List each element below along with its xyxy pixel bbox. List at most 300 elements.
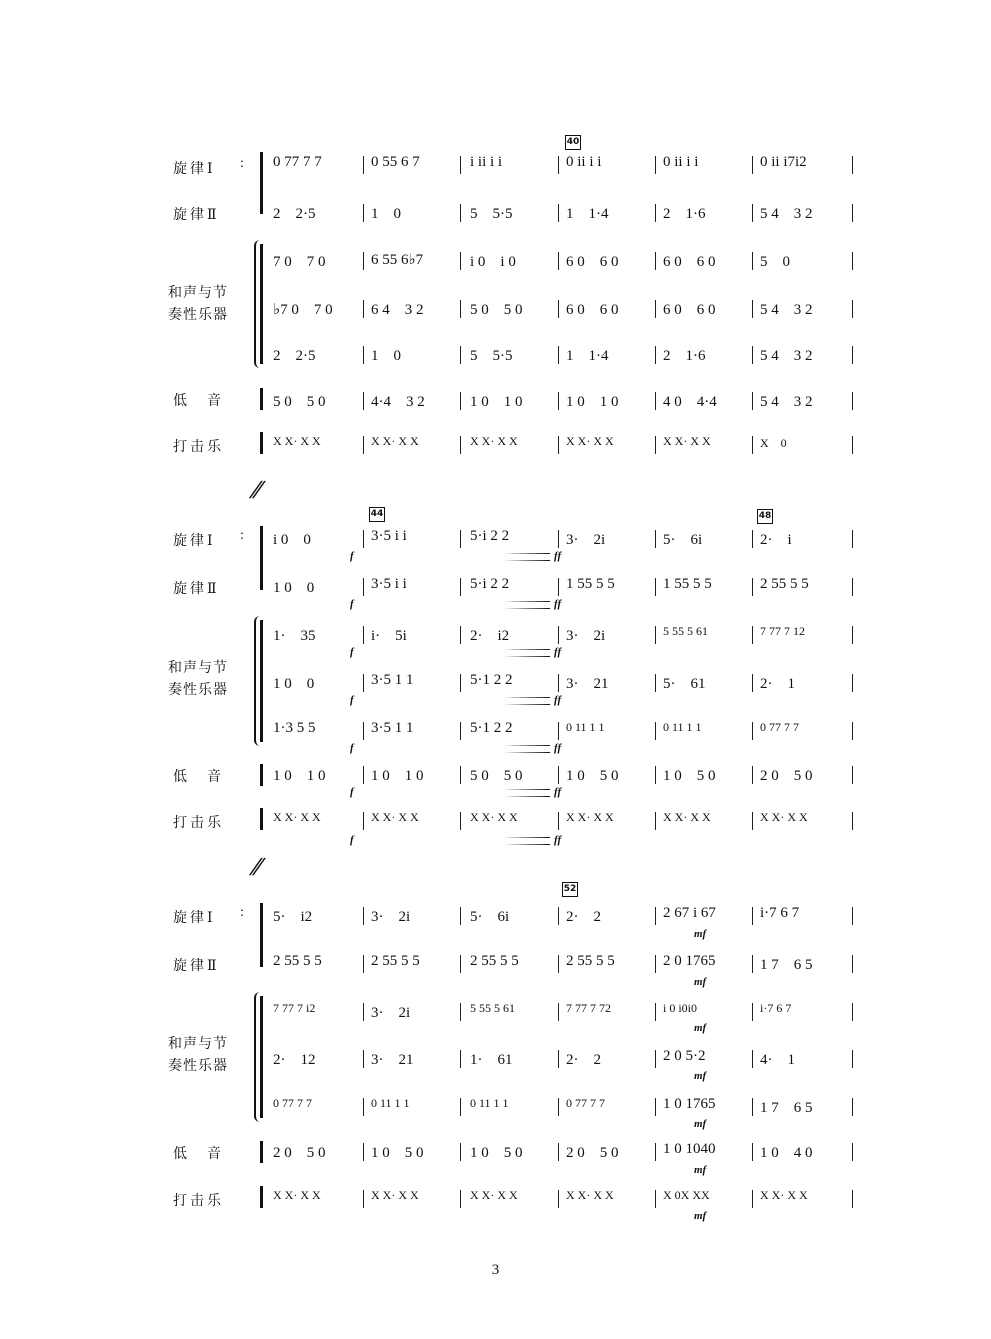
measure: 1·3 5 5	[273, 720, 316, 736]
barline	[558, 722, 559, 740]
measure: 2· 1	[760, 676, 795, 692]
measure: 5·1 2 2	[470, 672, 513, 688]
barline	[655, 1190, 656, 1208]
dynamic-f: f	[350, 550, 354, 562]
measure: X X· X X	[566, 434, 614, 448]
row-melody2	[268, 576, 853, 600]
measure: X X· X X	[470, 434, 518, 448]
row-bass	[268, 764, 853, 788]
measure: 5· i2	[273, 909, 313, 925]
percussion-bracket	[260, 1186, 263, 1208]
barline	[558, 626, 559, 644]
measure: 2 0 5 0	[273, 1145, 326, 1161]
measure: 3· 21	[566, 676, 609, 692]
measure: 1 1·4	[566, 206, 609, 222]
measure: 3· 21	[371, 1052, 414, 1068]
measure: X X· X X	[273, 810, 321, 824]
crescendo-hairpin	[362, 789, 550, 797]
barline	[460, 436, 461, 454]
barline	[460, 156, 461, 174]
measure: 2 55 5 5	[760, 576, 809, 592]
measure: 3· 2i	[371, 1005, 411, 1021]
crescendo-hairpin	[362, 649, 550, 657]
dynamic-ff: ff	[554, 646, 562, 658]
measure: 1 0 1 0	[371, 768, 424, 784]
row-percussion	[268, 434, 853, 458]
measure: 2· 2	[566, 1052, 601, 1068]
barline	[852, 812, 853, 830]
barline	[363, 392, 364, 410]
measure: 3·5 1 1	[371, 720, 414, 736]
dynamic-f: f	[350, 694, 354, 706]
dynamic-mf: mf	[694, 928, 707, 940]
barline	[852, 156, 853, 174]
barline	[752, 156, 753, 174]
barline	[752, 722, 753, 740]
measure: 5· 6i	[470, 909, 510, 925]
label-percussion: 打击乐	[173, 1194, 224, 1209]
barline	[460, 300, 461, 318]
barline	[655, 766, 656, 784]
dynamic-ff: ff	[554, 550, 562, 562]
label-harmony-line2: 奏性乐器	[168, 683, 228, 698]
harmony-brace	[254, 240, 260, 368]
barline	[558, 204, 559, 222]
measure: 7 0 7 0	[273, 254, 326, 270]
barline	[558, 955, 559, 973]
barline	[655, 1143, 656, 1161]
barline	[363, 626, 364, 644]
label-harmony	[168, 283, 228, 327]
measure: 0 ii i7i2	[760, 154, 807, 170]
measure: 6 0 6 0	[663, 254, 716, 270]
measure: 2 55 5 5	[470, 953, 519, 969]
barline	[655, 346, 656, 364]
barline	[460, 252, 461, 270]
measure: 3· 2i	[566, 628, 606, 644]
measure: 2 1·6	[663, 348, 706, 364]
measure: X X· X X	[470, 810, 518, 824]
measure: 1 55 5 5	[566, 576, 615, 592]
rehearsal-mark-44: 44	[369, 507, 385, 522]
percussion-bracket	[260, 432, 263, 454]
measure: 4·4 3 2	[371, 394, 425, 410]
dynamic-ff: ff	[554, 786, 562, 798]
dynamic-mf: mf	[694, 1070, 707, 1082]
barline	[655, 300, 656, 318]
barline	[752, 766, 753, 784]
measure: X 0X XX	[663, 1188, 710, 1202]
barline	[558, 1003, 559, 1021]
measure: 1 0 0	[273, 676, 315, 692]
barline	[752, 1003, 753, 1021]
measure: 2 67 i 67	[663, 905, 716, 921]
row-harmony-2	[268, 298, 853, 322]
barline	[655, 955, 656, 973]
repeat-colon: :	[240, 528, 244, 543]
row-melody2	[268, 953, 853, 977]
measure: 4· 1	[760, 1052, 795, 1068]
measure: 6 0 6 0	[663, 302, 716, 318]
dynamic-mf: mf	[694, 1210, 707, 1222]
crescendo-hairpin	[362, 745, 550, 753]
dynamic-mf: mf	[694, 1022, 707, 1034]
label-melody1: 旋律Ⅰ	[173, 162, 216, 177]
page-number: 3	[491, 1262, 500, 1278]
barline	[460, 578, 461, 596]
barline	[558, 578, 559, 596]
measure: 5 5·5	[470, 348, 513, 364]
measure: 2 0 1765	[663, 953, 716, 969]
barline	[363, 300, 364, 318]
barline	[752, 392, 753, 410]
barline	[852, 252, 853, 270]
measure: 7 77 7 72	[566, 1001, 611, 1015]
barline	[655, 674, 656, 692]
rehearsal-mark-52: 52	[562, 882, 578, 897]
measure: 1 0	[371, 206, 402, 222]
barline	[752, 1190, 753, 1208]
barline	[460, 392, 461, 410]
barline	[558, 1143, 559, 1161]
label-harmony-line1: 和声与节	[168, 661, 228, 676]
barline	[852, 578, 853, 596]
measure: 3·5 1 1	[371, 672, 414, 688]
measure: 1· 35	[273, 628, 316, 644]
barline	[852, 1190, 853, 1208]
measure: i 0 0	[273, 532, 311, 548]
barline	[363, 156, 364, 174]
measure: 1 0	[371, 348, 402, 364]
barline	[752, 204, 753, 222]
row-harmony-1	[268, 1001, 853, 1025]
row-melody1	[268, 528, 853, 552]
label-melody1: 旋律Ⅰ	[173, 534, 216, 549]
system-separator: //	[246, 852, 264, 881]
label-bass: 低 音	[173, 1147, 224, 1162]
barline	[752, 1050, 753, 1068]
measure: 1 0 1765	[663, 1096, 716, 1112]
measure: i·7 6 7	[760, 1001, 792, 1015]
dynamic-ff: ff	[554, 694, 562, 706]
measure: 3·5 i i	[371, 528, 407, 544]
row-percussion	[268, 1188, 853, 1212]
bass-bracket	[260, 388, 263, 410]
barline	[852, 1050, 853, 1068]
barline	[852, 1003, 853, 1021]
barline	[655, 252, 656, 270]
measure: 5·1 2 2	[470, 720, 513, 736]
measure: X 0	[760, 436, 787, 450]
barline	[655, 436, 656, 454]
barline	[558, 1190, 559, 1208]
measure: 0 77 7 7	[760, 720, 799, 734]
dynamic-mf: mf	[694, 976, 707, 988]
barline	[852, 530, 853, 548]
barline	[852, 955, 853, 973]
barline	[852, 346, 853, 364]
barline	[558, 530, 559, 548]
barline	[752, 955, 753, 973]
row-melody1	[268, 154, 853, 178]
barline	[752, 1143, 753, 1161]
measure: 5· 6i	[663, 532, 703, 548]
label-harmony	[168, 658, 228, 702]
barline	[363, 955, 364, 973]
measure: X X· X X	[371, 810, 419, 824]
measure: 1 0 1040	[663, 1141, 716, 1157]
harmony-brace	[254, 992, 260, 1122]
measure: 1 0 1 0	[566, 394, 619, 410]
barline	[460, 674, 461, 692]
barline	[363, 1098, 364, 1116]
harmony-bracket	[260, 244, 263, 364]
dynamic-f: f	[350, 646, 354, 658]
bass-bracket	[260, 764, 263, 786]
barline	[363, 346, 364, 364]
measure: 2 2·5	[273, 348, 316, 364]
barline	[363, 674, 364, 692]
row-bass	[268, 390, 853, 414]
barline	[460, 1098, 461, 1116]
measure: 1 0 4 0	[760, 1145, 813, 1161]
measure: 5 4 3 2	[760, 206, 813, 222]
barline	[460, 626, 461, 644]
label-harmony-line1: 和声与节	[168, 1037, 228, 1052]
measure: 1 7 6 5	[760, 957, 813, 973]
label-melody1: 旋律Ⅰ	[173, 911, 216, 926]
barline	[752, 626, 753, 644]
measure: X X· X X	[273, 434, 321, 448]
percussion-bracket	[260, 808, 263, 830]
barline	[752, 674, 753, 692]
bass-bracket	[260, 1141, 263, 1163]
barline	[752, 530, 753, 548]
barline	[852, 300, 853, 318]
dynamic-ff: ff	[554, 598, 562, 610]
measure: X X· X X	[760, 1188, 808, 1202]
barline	[460, 907, 461, 925]
measure: 0 77 7 7	[566, 1096, 605, 1110]
barline	[655, 530, 656, 548]
barline	[655, 1098, 656, 1116]
measure: 0 77 7 7	[273, 1096, 312, 1110]
system-bracket	[260, 152, 263, 214]
barline	[852, 766, 853, 784]
label-melody2: 旋律Ⅱ	[173, 208, 220, 223]
measure: 2 55 5 5	[371, 953, 420, 969]
measure: 0 11 1 1	[663, 720, 702, 734]
barline	[363, 578, 364, 596]
barline	[655, 812, 656, 830]
measure: 6 0 6 0	[566, 254, 619, 270]
row-melody2	[268, 202, 853, 226]
measure: 3· 2i	[566, 532, 606, 548]
measure: 1 0 5 0	[470, 1145, 523, 1161]
measure: i ii i i	[470, 154, 503, 170]
crescendo-hairpin	[362, 697, 550, 705]
barline	[558, 907, 559, 925]
measure: 0 ii i i	[663, 154, 699, 170]
barline	[752, 252, 753, 270]
row-harmony-1	[268, 624, 853, 648]
measure: 0 11 1 1	[371, 1096, 410, 1110]
measure: 3· 2i	[371, 909, 411, 925]
measure: 2 2·5	[273, 206, 316, 222]
barline	[752, 812, 753, 830]
measure: 5 5·5	[470, 206, 513, 222]
barline	[752, 907, 753, 925]
barline	[363, 907, 364, 925]
repeat-colon: :	[240, 905, 244, 920]
measure: 5 0 5 0	[470, 768, 523, 784]
row-harmony-3	[268, 1096, 853, 1120]
barline	[752, 346, 753, 364]
measure: 1 1·4	[566, 348, 609, 364]
measure: 5· 61	[663, 676, 706, 692]
label-harmony-line1: 和声与节	[168, 286, 228, 301]
label-harmony	[168, 1034, 228, 1078]
measure: 0 77 7 7	[273, 154, 322, 170]
measure: 5 55 5 61	[663, 624, 708, 638]
barline	[558, 812, 559, 830]
measure: 2 0 5 0	[760, 768, 813, 784]
measure: 0 55 6 7	[371, 154, 420, 170]
measure: i·7 6 7	[760, 905, 800, 921]
crescendo-hairpin	[362, 553, 550, 561]
label-percussion: 打击乐	[173, 816, 224, 831]
measure: 7 77 7 i2	[273, 1001, 316, 1015]
measure: 5 0 5 0	[470, 302, 523, 318]
barline	[852, 674, 853, 692]
barline	[558, 1050, 559, 1068]
measure: 1 0 1 0	[273, 768, 326, 784]
measure: 1 55 5 5	[663, 576, 712, 592]
measure: 6 4 3 2	[371, 302, 424, 318]
label-harmony-line2: 奏性乐器	[168, 1059, 228, 1074]
barline	[558, 674, 559, 692]
barline	[363, 1050, 364, 1068]
system-separator: //	[246, 475, 264, 504]
label-melody2: 旋律Ⅱ	[173, 582, 220, 597]
system-bracket	[260, 903, 263, 967]
harmony-bracket	[260, 996, 263, 1118]
barline	[852, 1143, 853, 1161]
row-melody1	[268, 905, 853, 929]
barline	[363, 1003, 364, 1021]
measure: 0 11 1 1	[470, 1096, 509, 1110]
barline	[558, 252, 559, 270]
barline	[460, 812, 461, 830]
measure: 5 55 5 61	[470, 1001, 515, 1015]
barline	[852, 722, 853, 740]
barline	[363, 252, 364, 270]
harmony-bracket	[260, 620, 263, 742]
measure: 7 77 7 12	[760, 624, 805, 638]
measure: 5 4 3 2	[760, 348, 813, 364]
label-harmony-line2: 奏性乐器	[168, 308, 228, 323]
barline	[363, 204, 364, 222]
measure: X X· X X	[566, 810, 614, 824]
label-bass: 低 音	[173, 770, 224, 785]
barline	[852, 436, 853, 454]
measure: X X· X X	[470, 1188, 518, 1202]
measure: X X· X X	[273, 1188, 321, 1202]
measure: 1 0 5 0	[371, 1145, 424, 1161]
barline	[363, 722, 364, 740]
barline	[558, 436, 559, 454]
row-harmony-3	[268, 344, 853, 368]
measure: 5·i 2 2	[470, 576, 510, 592]
barline	[752, 300, 753, 318]
repeat-colon: :	[240, 156, 244, 171]
measure: X X· X X	[566, 1188, 614, 1202]
row-harmony-2	[268, 672, 853, 696]
measure: 5 0 5 0	[273, 394, 326, 410]
dynamic-f: f	[350, 834, 354, 846]
barline	[655, 392, 656, 410]
measure: 2 55 5 5	[566, 953, 615, 969]
crescendo-hairpin	[362, 837, 550, 845]
dynamic-f: f	[350, 742, 354, 754]
barline	[460, 766, 461, 784]
barline	[655, 156, 656, 174]
dynamic-mf: mf	[694, 1164, 707, 1176]
measure: 6 0 6 0	[566, 302, 619, 318]
barline	[655, 204, 656, 222]
dynamic-mf: mf	[694, 1118, 707, 1130]
barline	[558, 392, 559, 410]
barline	[363, 1190, 364, 1208]
barline	[460, 1143, 461, 1161]
measure: 1 0 5 0	[566, 768, 619, 784]
barline	[852, 907, 853, 925]
measure: 2 1·6	[663, 206, 706, 222]
barline	[655, 1003, 656, 1021]
dynamic-ff: ff	[554, 834, 562, 846]
barline	[752, 578, 753, 596]
measure: 5 0	[760, 254, 791, 270]
barline	[363, 1143, 364, 1161]
measure: 1 0 0	[273, 580, 315, 596]
measure: 2 0 5 0	[566, 1145, 619, 1161]
barline	[460, 1190, 461, 1208]
measure: 5 4 3 2	[760, 394, 813, 410]
barline	[558, 1098, 559, 1116]
barline	[558, 346, 559, 364]
label-bass: 低 音	[173, 394, 224, 409]
measure: 1 7 6 5	[760, 1100, 813, 1116]
barline	[752, 1098, 753, 1116]
measure: 1· 61	[470, 1052, 513, 1068]
measure: i 0 i 0	[470, 254, 516, 270]
measure: i· 5i	[371, 628, 407, 644]
rehearsal-mark-40: 40	[565, 135, 581, 150]
measure: 1 0 5 0	[663, 768, 716, 784]
system-bracket	[260, 526, 263, 590]
measure: X X· X X	[371, 434, 419, 448]
measure: 0 11 1 1	[566, 720, 605, 734]
barline	[852, 626, 853, 644]
measure: ♭7 0 7 0	[273, 302, 333, 318]
measure: 2· 2	[566, 909, 601, 925]
rehearsal-mark-48: 48	[757, 509, 773, 524]
measure: 2· 12	[273, 1052, 316, 1068]
dynamic-f: f	[350, 598, 354, 610]
measure: 5 4 3 2	[760, 302, 813, 318]
measure: 2· i2	[470, 628, 510, 644]
measure: 1 0 1 0	[470, 394, 523, 410]
